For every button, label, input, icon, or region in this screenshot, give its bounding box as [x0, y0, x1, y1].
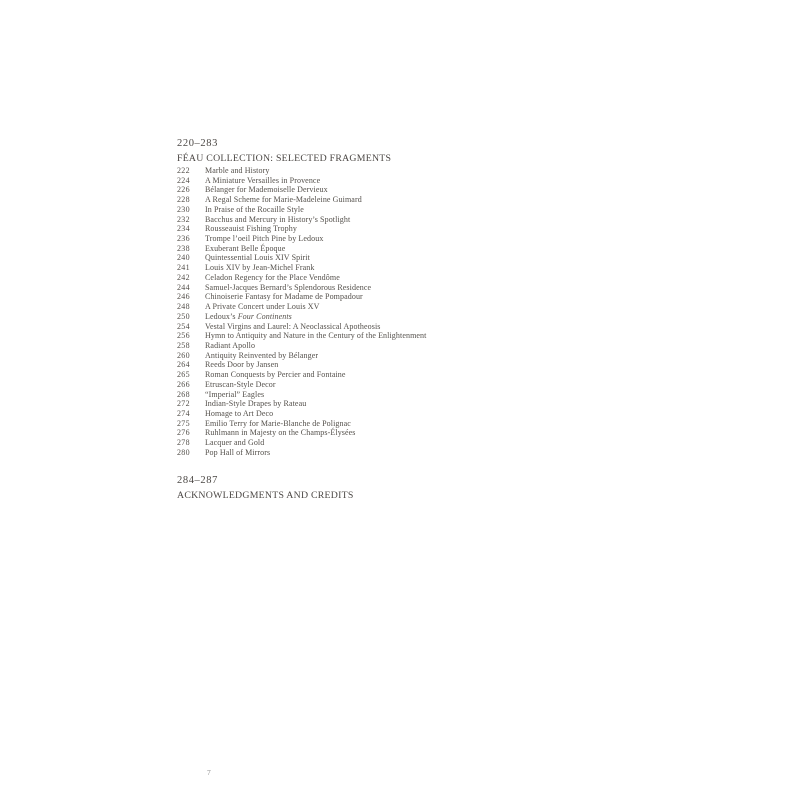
toc-title: Etruscan-Style Decor — [205, 379, 276, 389]
toc-row — [177, 205, 426, 215]
toc-row — [177, 166, 426, 176]
toc-page-number: 226 — [177, 185, 190, 195]
toc-title: Roman Conquests by Percier and Fontaine — [205, 370, 346, 380]
toc-row — [177, 438, 426, 448]
toc-title: Chinoiserie Fantasy for Madame de Pompadour — [205, 292, 363, 302]
toc-title: Rousseauist Fishing Trophy — [205, 224, 297, 234]
toc-row — [177, 273, 426, 283]
section-title: ACKNOWLEDGMENTS AND CREDITS — [177, 490, 354, 501]
toc-title: Radiant Apollo — [205, 340, 256, 350]
toc-title: In Praise of the Rocaille Style — [205, 204, 304, 214]
toc-row — [177, 370, 426, 380]
toc-row — [177, 302, 426, 312]
toc-page-number: 228 — [177, 195, 190, 205]
toc-title: Ledoux’s Four Continents — [205, 311, 292, 321]
toc-page-number: 246 — [177, 292, 190, 302]
toc-title: Bacchus and Mercury in History’s Spotlight — [205, 214, 351, 224]
toc-row — [177, 176, 426, 186]
section-header-acknowledgments — [177, 473, 354, 503]
toc-row — [177, 380, 426, 390]
toc-title: A Private Concert under Louis XV — [205, 302, 320, 312]
toc-page-number: 266 — [177, 379, 190, 389]
section-page-range: 220–283 — [177, 138, 218, 149]
toc-row — [177, 409, 426, 419]
toc-row — [177, 322, 426, 332]
toc-row — [177, 215, 426, 225]
toc-page-number: 280 — [177, 447, 190, 457]
toc-title: Marble and History — [205, 166, 270, 175]
toc-page-number: 265 — [177, 370, 190, 380]
page-folio-number: 7 — [207, 768, 211, 777]
toc-page-number: 244 — [177, 282, 190, 292]
section-header-feau-collection — [177, 136, 391, 166]
toc-page-number: 276 — [177, 428, 190, 438]
toc-page-number: 242 — [177, 272, 190, 282]
toc-row — [177, 283, 426, 293]
toc-page-number: 250 — [177, 311, 190, 321]
toc-page-number: 275 — [177, 418, 190, 428]
section-title: FÉAU COLLECTION: SELECTED FRAGMENTS — [177, 153, 392, 164]
toc-page-number: 264 — [177, 360, 190, 370]
toc-title: Exuberant Belle Époque — [205, 243, 286, 253]
toc-page-number: 234 — [177, 224, 190, 234]
toc-title: Lacquer and Gold — [205, 438, 265, 448]
toc-row — [177, 360, 426, 370]
toc-page-number: 236 — [177, 234, 190, 244]
toc-page-number: 268 — [177, 389, 190, 399]
section-page-range: 284–287 — [177, 475, 218, 486]
toc-row — [177, 195, 426, 205]
toc-title: Emilio Terry for Marie-Blanche de Polignac — [205, 418, 351, 428]
toc-page-number: 278 — [177, 438, 190, 448]
toc-title: Samuel-Jacques Bernard’s Splendorous Residence — [205, 282, 372, 292]
toc-page-number: 224 — [177, 175, 190, 185]
toc-row — [177, 263, 426, 273]
toc-page-number: 222 — [177, 166, 190, 175]
toc-row — [177, 351, 426, 361]
toc-page-number: 272 — [177, 399, 190, 409]
toc-title: A Miniature Versailles in Provence — [205, 175, 321, 185]
toc-page-number: 258 — [177, 340, 190, 350]
toc-page-number: 232 — [177, 214, 190, 224]
toc-title: Homage to Art Deco — [205, 408, 274, 418]
toc-row — [177, 331, 426, 341]
toc-title: Vestal Virgins and Laurel: A Neoclassical Apotheosis — [205, 321, 381, 331]
toc-title: Antiquity Reinvented by Bélanger — [205, 350, 319, 360]
toc-page-number: 260 — [177, 350, 190, 360]
toc-title: Reeds Door by Jansen — [205, 360, 279, 370]
toc-page-number: 241 — [177, 263, 190, 273]
toc-page-number: 254 — [177, 321, 190, 331]
toc-title: Ruhlmann in Majesty on the Champs-Élysées — [205, 428, 356, 438]
toc-row — [177, 419, 426, 429]
toc-title: A Regal Scheme for Marie-Madeleine Guimard — [205, 195, 362, 205]
toc-title: Celadon Regency for the Place Vendôme — [205, 272, 340, 282]
toc-title: “Imperial” Eagles — [205, 389, 265, 399]
toc-title: Hymn to Antiquity and Nature in the Century of the Enlightenment — [205, 331, 427, 341]
toc-row — [177, 292, 426, 302]
toc-row — [177, 341, 426, 351]
toc-title: Bélanger for Mademoiselle Dervieux — [205, 185, 328, 195]
toc-row — [177, 224, 426, 234]
toc-row — [177, 312, 426, 322]
toc-title-italic: Four Continents — [237, 311, 292, 321]
toc-page-number: 238 — [177, 243, 190, 253]
toc-row — [177, 428, 426, 438]
toc-row — [177, 390, 426, 400]
toc-row — [177, 234, 426, 244]
toc-title: Indian-Style Drapes by Rateau — [205, 399, 307, 409]
toc-title: Trompe l’oeil Pitch Pine by Ledoux — [205, 234, 324, 244]
toc-page-number: 230 — [177, 204, 190, 214]
toc-title: Louis XIV by Jean-Michel Frank — [205, 263, 315, 273]
toc-row — [177, 185, 426, 195]
toc-title: Pop Hall of Mirrors — [205, 447, 271, 457]
toc-page-number: 240 — [177, 253, 190, 263]
toc-row — [177, 244, 426, 254]
toc-list — [177, 166, 426, 458]
toc-page-number: 248 — [177, 302, 190, 312]
toc-page-number: 256 — [177, 331, 190, 341]
toc-row — [177, 448, 426, 458]
toc-page-number: 274 — [177, 408, 190, 418]
toc-title: Quintessential Louis XIV Spirit — [205, 253, 310, 263]
toc-row — [177, 399, 426, 409]
toc-row — [177, 253, 426, 263]
